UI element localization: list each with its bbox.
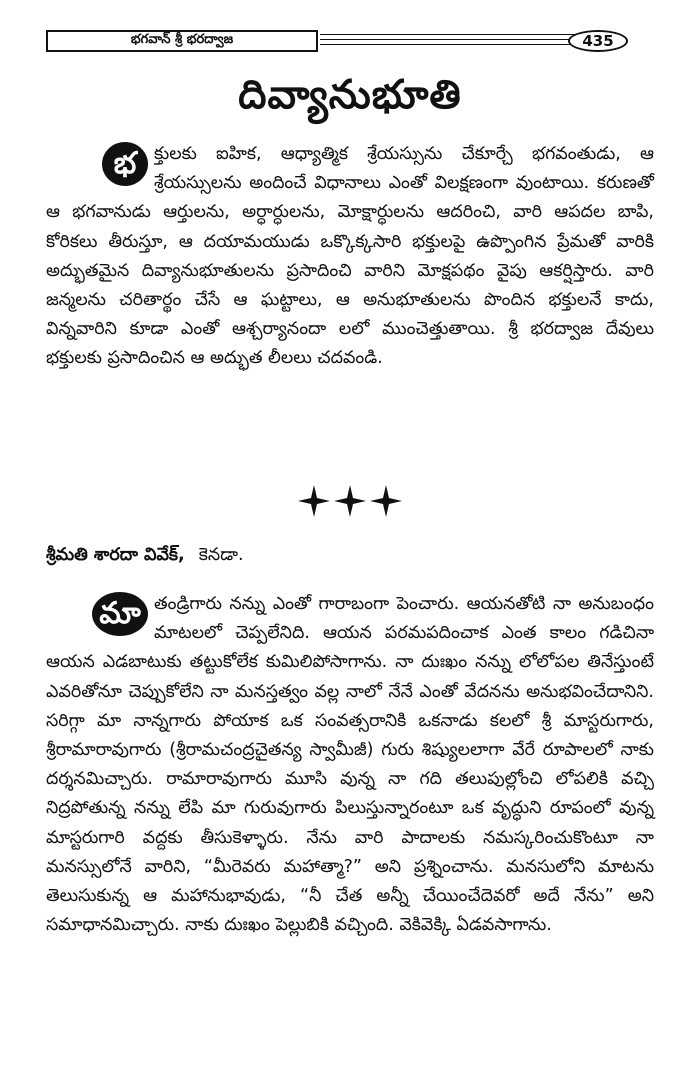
running-title: భగవాన్ శ్రీ భరద్వాజ: [46, 30, 318, 52]
article-title: దివ్యానుభూతి: [238, 72, 462, 118]
four-point-star-icon: [334, 485, 366, 517]
four-point-star-icon: [370, 485, 402, 517]
section-ornament: [296, 484, 404, 518]
intro-dropcap: భ: [102, 142, 148, 186]
intro-text: క్తులకు ఐహిక, ఆధ్యాత్మిక శ్రేయస్సును చేకూర్చే భగవంతుడు, ఆ శ్రేయస్సులను అందించే విధానాలు ఎంతో విలక్షణంగా వుంటాయి. కరుణతో ఆ భగవానుడు ఆర్తులను, అర్ధార్ధులను, మోక్షార్ధులను ఆదరించి, వారి ఆపదల బాపి, కోరికలు తీరుస్తూ, ఆ దయామయుడు ఒక్కొక్కసారి భక్తులపై ఉప్పొంగిన ప్రేమతో వారికి అద్భుతమైన దివ్యానుభూతులను ప్రసాదించి వారిని మోక్షపథం వైపు ఆకర్షిస్తారు. వారి జన్మలను చరితార్థం చేసే ఆ ఘట్టాలు, ఆ అనుభూతులను పొందిన భక్తులనే కాదు, విన్నవారిని కూడా ఎంతో ఆశ్చర్యానందా లలో ముంచెత్తుతాయి. శ్రీ భరద్వాజ దేవులు భక్తులకు ప్రసాదించిన ఆ అద్భుత లీలలు చదవండి.: [46, 144, 654, 369]
story-text: తండ్రిగారు నన్ను ఎంతో గారాబంగా పెంచారు. ఆయనతోటి నా అనుబంధం మాటలలో చెప్పలేనిది. ఆయన పరమపదించాక ఎంత కాలం గడిచినా ఆయన ఎడబాటుకు తట్టుకోలేక కుమిలిపోసాగాను. నా దుఃఖం నన్ను లోలోపల తినేస్తుంటే ఎవరితోనూ చెప్పుకోలేని నా మనస్తత్వం వల్ల నాలో నేనే ఎంతో వేదనను అనుభవించేదానిని. సరిగ్గా మా నాన్నగారు పోయాక ఒక సంవత్సరానికి ఒకనాడు కలలో శ్రీ మాస్టరుగారు, శ్రీరామారావుగారు (శ్రీరామచంద్రచైతన్య స్వామీజీ) గురు శిష్యులలాగా వేరే రూపాలలో నాకు దర్శనమిచ్చారు. రామారావుగారు మూసి వున్న నా గది తలుపుల్లోంచి లోపలికి వచ్చి నిద్రపోతున్న నన్ను లేపి మా గురువుగారు పిలుస్తున్నారంటూ ఒక వృద్ధుని రూపంలో వున్న మాస్టరుగారి వద్దకు తీసుకెళ్ళారు. నేను వారి పాదాలకు నమస్కరించుకొంటూ నా మనస్సులోనే వారిని, “మీరెవరు మహాత్మా?” అని ప్రశ్నించాను. మనసులోని మాటను తెలుసుకున్న ఆ మహానుభావుడు, “నీ చేత అన్నీ చేయించేదెవరో అదే నేను” అని సమాధానమిచ్చారు. నాకు దుఃఖం పెల్లుబికి వచ్చింది. వెకివెక్కి ఏడవసాగాను.: [46, 594, 654, 936]
story-paragraph: [46, 590, 654, 940]
running-header: [46, 30, 626, 54]
intro-paragraph: [46, 140, 654, 374]
author-name: శ్రీమతి శారదా వివేక్,: [46, 545, 185, 565]
story-dropcap: మా: [92, 592, 148, 636]
author-byline: [46, 545, 244, 569]
author-place: కెనడా.: [198, 545, 244, 565]
four-point-star-icon: [298, 485, 330, 517]
page-number: 435: [568, 30, 628, 52]
